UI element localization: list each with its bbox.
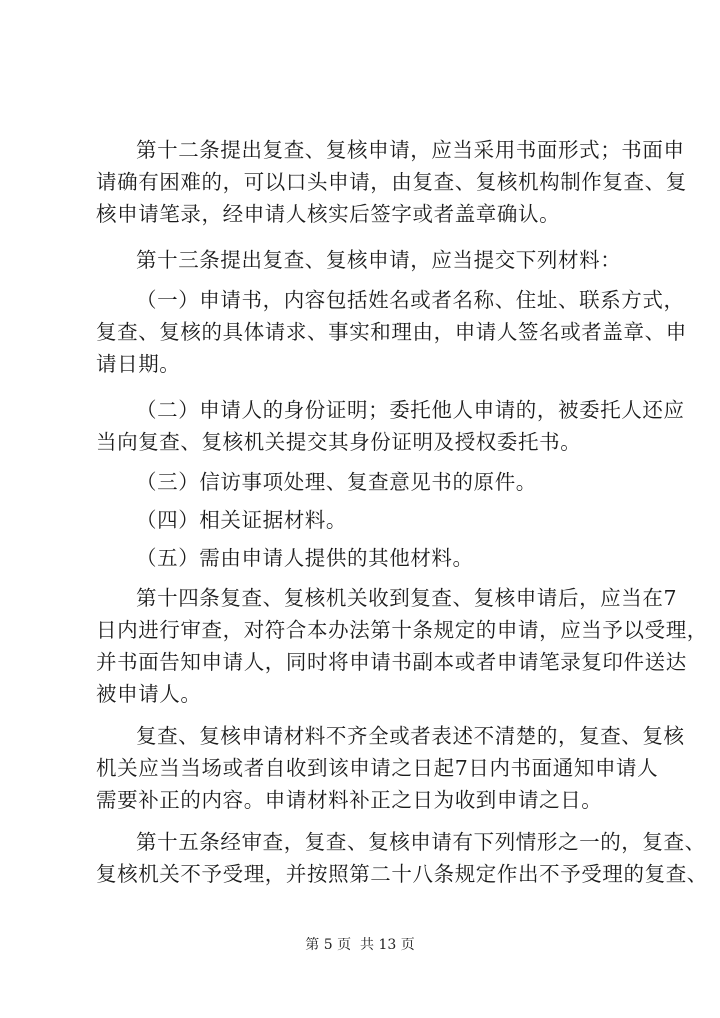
paragraph-line: 第十二条提出复查、复核申请，应当采用书面形式；书面申 <box>136 138 685 162</box>
paragraph-line: 复查、复核申请材料不齐全或者表述不清楚的，复查、复核 <box>136 724 685 748</box>
paragraph-line: （四）相关证据材料。 <box>136 508 347 532</box>
paragraph-line: 并书面告知申请人，同时将申请书副本或者申请笔录复印件送达 <box>96 650 687 674</box>
paragraph-line: 第十五条经审查，复查、复核申请有下列情形之一的，复查、 <box>136 830 706 854</box>
paragraph-line: 需要补正的内容。申请材料补正之日为收到申请之日。 <box>96 788 603 812</box>
paragraph-line: 当向复查、复核机关提交其身份证明及授权委托书。 <box>96 430 582 454</box>
paragraph-line: 机关应当当场或者自收到该申请之日起7日内书面通知申请人 <box>96 756 659 780</box>
paragraph-line: 请确有困难的，可以口头申请，由复查、复核机构制作复查、复 <box>96 170 687 194</box>
paragraph-line: 复查、复核的具体请求、事实和理由，申请人签名或者盖章、申 <box>96 320 687 344</box>
paragraph-line: 请日期。 <box>96 352 181 376</box>
paragraph-line: 核申请笔录，经申请人核实后签字或者盖章确认。 <box>96 202 561 226</box>
paragraph-line: （一）申请书，内容包括姓名或者名称、住址、联系方式， <box>136 288 685 312</box>
paragraph-line: 第十三条提出复查、复核申请，应当提交下列材料： <box>136 248 622 272</box>
paragraph-line: 日内进行审查，对符合本办法第十条规定的申请，应当予以受理， <box>96 618 708 642</box>
page-number-label: 第 5 页 共 13 页 <box>305 937 415 953</box>
paragraph-line: 第十四条复查、复核机关收到复查、复核申请后，应当在7 <box>136 586 678 610</box>
paragraph-line: （三）信访事项处理、复查意见书的原件。 <box>136 470 537 494</box>
paragraph-line: （二）申请人的身份证明；委托他人申请的，被委托人还应 <box>136 398 685 422</box>
page-footer <box>0 936 720 954</box>
paragraph-line: （五）需由申请人提供的其他材料。 <box>136 546 474 570</box>
paragraph-line: 复核机关不予受理，并按照第二十八条规定作出不予受理的复查、 <box>96 862 708 886</box>
paragraph-line: 被申请人。 <box>96 682 202 706</box>
